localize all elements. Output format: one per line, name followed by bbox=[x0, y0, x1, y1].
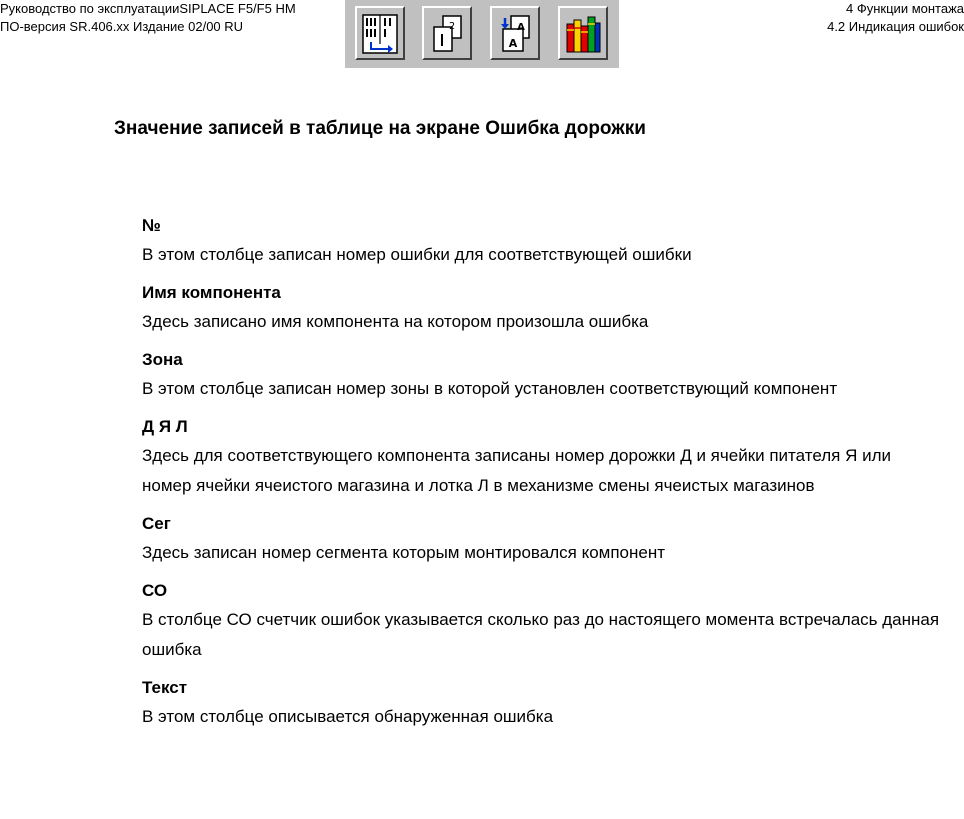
entry-description: В столбце СО счетчик ошибок указывается сколько раз до настоящего момента встречалась данная ошибка bbox=[142, 610, 940, 659]
entry-term: Сег bbox=[142, 514, 171, 533]
section-title: 4.2 Индикация ошибок bbox=[827, 19, 964, 34]
manual-title: Руководство по эксплуатацииSIPLACE F5/F5 HM bbox=[0, 1, 296, 16]
software-version: ПО-версия SR.406.xx Издание 02/00 RU bbox=[0, 19, 244, 34]
entry-description: Здесь для соответствующего компонента записаны номер дорожки Д и ячейки питателя Я или номер ячейки ячеистого магазина и лотка Л в механизме смены ячеистых магазинов bbox=[142, 446, 891, 495]
entry-number bbox=[142, 212, 942, 270]
entries-list bbox=[142, 212, 942, 741]
entry-term: № bbox=[142, 216, 161, 235]
entry-zone bbox=[142, 346, 942, 404]
page-title: Значение записей в таблице на экране Ошибка дорожки bbox=[114, 118, 646, 139]
entry-term: Зона bbox=[142, 350, 183, 369]
replace-icon bbox=[497, 14, 533, 54]
books-icon bbox=[565, 14, 601, 54]
svg-text:2: 2 bbox=[448, 21, 456, 32]
header-right bbox=[827, 0, 964, 36]
svg-text:A: A bbox=[508, 37, 518, 50]
copy-pages-button[interactable] bbox=[422, 6, 472, 60]
entry-error-counter bbox=[142, 577, 942, 665]
chapter-title: 4 Функции монтажа bbox=[846, 1, 964, 16]
library-button[interactable] bbox=[558, 6, 608, 60]
entry-description: В этом столбце описывается обнаруженная ошибка bbox=[142, 707, 554, 726]
header-left bbox=[0, 0, 296, 36]
entry-text bbox=[142, 674, 942, 732]
entry-description: Здесь записано имя компонента на котором произошла ошибка bbox=[142, 312, 649, 331]
navigation-toolbar bbox=[345, 0, 619, 68]
entry-description: Здесь записан номер сегмента которым монтировался компонент bbox=[142, 543, 666, 562]
entry-term: Имя компонента bbox=[142, 283, 281, 302]
page-layout-button[interactable] bbox=[355, 6, 405, 60]
svg-text:A: A bbox=[517, 22, 525, 33]
entry-segment bbox=[142, 510, 942, 568]
copy-pages-icon bbox=[429, 14, 465, 54]
replace-button[interactable] bbox=[490, 6, 540, 60]
entry-component-name bbox=[142, 279, 942, 337]
entry-track-cell-tray bbox=[142, 413, 942, 501]
entry-term: СО bbox=[142, 581, 168, 600]
entry-term: Текст bbox=[142, 678, 188, 697]
entry-description: В этом столбце записан номер ошибки для соответствующей ошибки bbox=[142, 245, 692, 264]
entry-term: Д Я Л bbox=[142, 417, 188, 436]
page-layout-icon bbox=[362, 14, 398, 54]
entry-description: В этом столбце записан номер зоны в которой установлен соответствующий компонент bbox=[142, 379, 838, 398]
